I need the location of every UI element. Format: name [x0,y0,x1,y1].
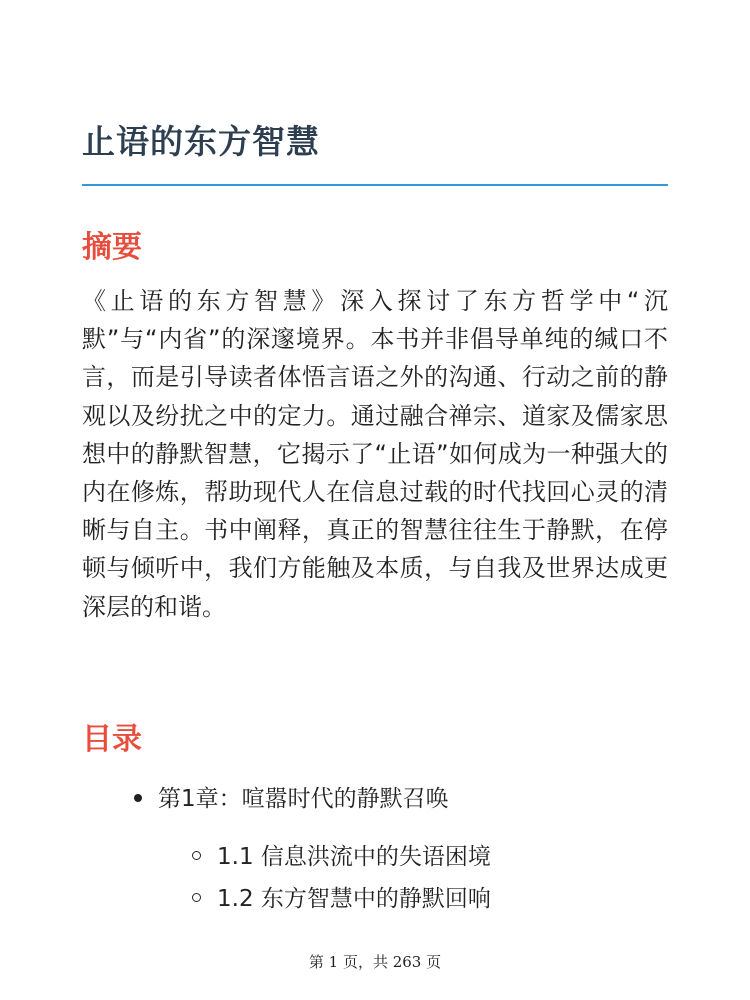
toc-chapter-item[interactable] [134,780,449,813]
document-title: 止语的东方智慧 [82,122,320,161]
title-divider [82,184,668,186]
abstract-paragraph: 《止语的东方智慧》深入探讨了东方哲学中“沉默”与“内省”的深邃境界。本书并非倡导单纯的缄口不言，而是引导读者体悟言语之外的沟通、行动之前的静观以及纷扰之中的定力。通过融合禅宗、道家及儒家思想中的静默智慧，它揭示了“止语”如何成为一种强大的内在修炼，帮助现代人在信息过载的时代找回心灵的清晰与自主。书中阐释，真正的智慧往往生于静默，在停顿与倾听中，我们方能触及本质，与自我及世界达成更深层的和谐。 [82,287,668,621]
hollow-bullet-icon [192,893,201,902]
toc-heading: 目录 [82,722,142,757]
bullet-icon [134,794,142,802]
toc-chapter-label: 第1章：喧嚣时代的静默召唤 [158,786,449,812]
toc-section-item[interactable] [192,838,491,871]
document-page [82,0,668,1000]
abstract-heading: 摘要 [82,230,142,265]
toc-section-item[interactable] [192,880,491,913]
toc-section-label: 1.2 东方智慧中的静默回响 [217,886,491,912]
hollow-bullet-icon [192,851,201,860]
page-number-footer: 第 1 页，共 263 页 [308,953,442,971]
toc-section-label: 1.1 信息洪流中的失语困境 [217,844,491,870]
